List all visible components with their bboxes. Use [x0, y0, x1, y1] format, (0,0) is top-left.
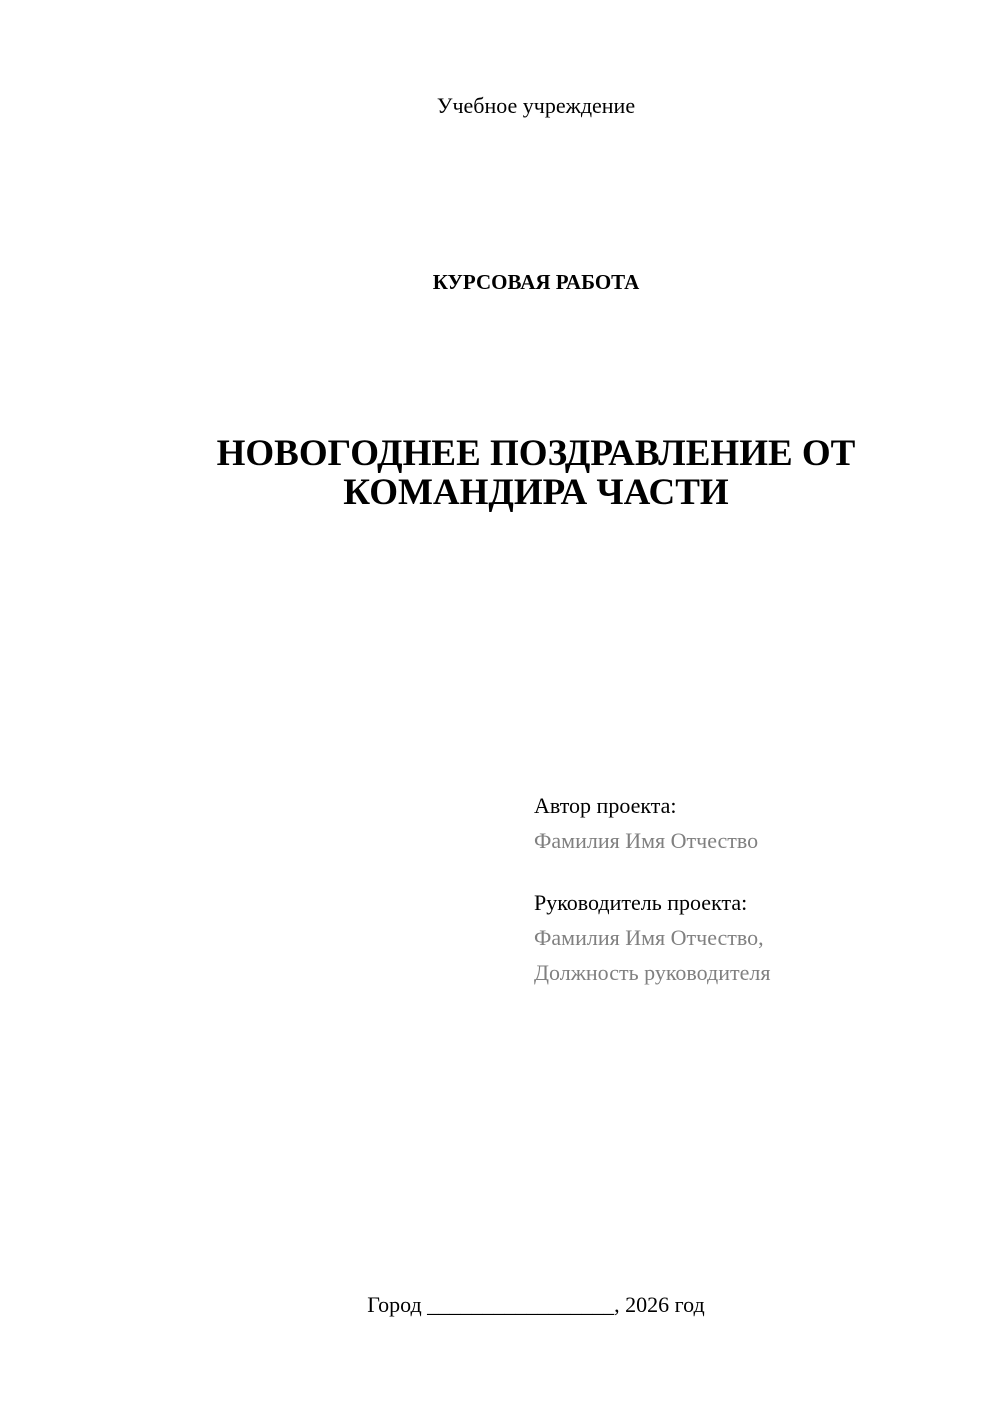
- institution-name: Учебное учреждение: [436, 93, 636, 118]
- title-line-1: НОВОГОДНЕЕ ПОЗДРАВЛЕНИЕ ОТ: [216, 433, 856, 474]
- city-blank: _________________: [427, 1292, 615, 1317]
- document-title: [100, 434, 972, 512]
- title-line-2: КОМАНДИРА ЧАСТИ: [343, 472, 729, 513]
- work-type-heading: КУРСОВАЯ РАБОТА: [432, 270, 640, 294]
- year-text: , 2026 год: [614, 1292, 705, 1317]
- author-label: Автор проекта:: [534, 793, 677, 818]
- supervisor-name: Фамилия Имя Отчество,: [534, 925, 764, 950]
- author-name: Фамилия Имя Отчество: [534, 828, 759, 853]
- supervisor-position: Должность руководителя: [534, 960, 771, 985]
- city-label: Город: [367, 1292, 422, 1317]
- city-year-line: [0, 1290, 1000, 1320]
- supervisor-label: Руководитель проекта:: [534, 890, 748, 915]
- project-credits: [534, 788, 974, 990]
